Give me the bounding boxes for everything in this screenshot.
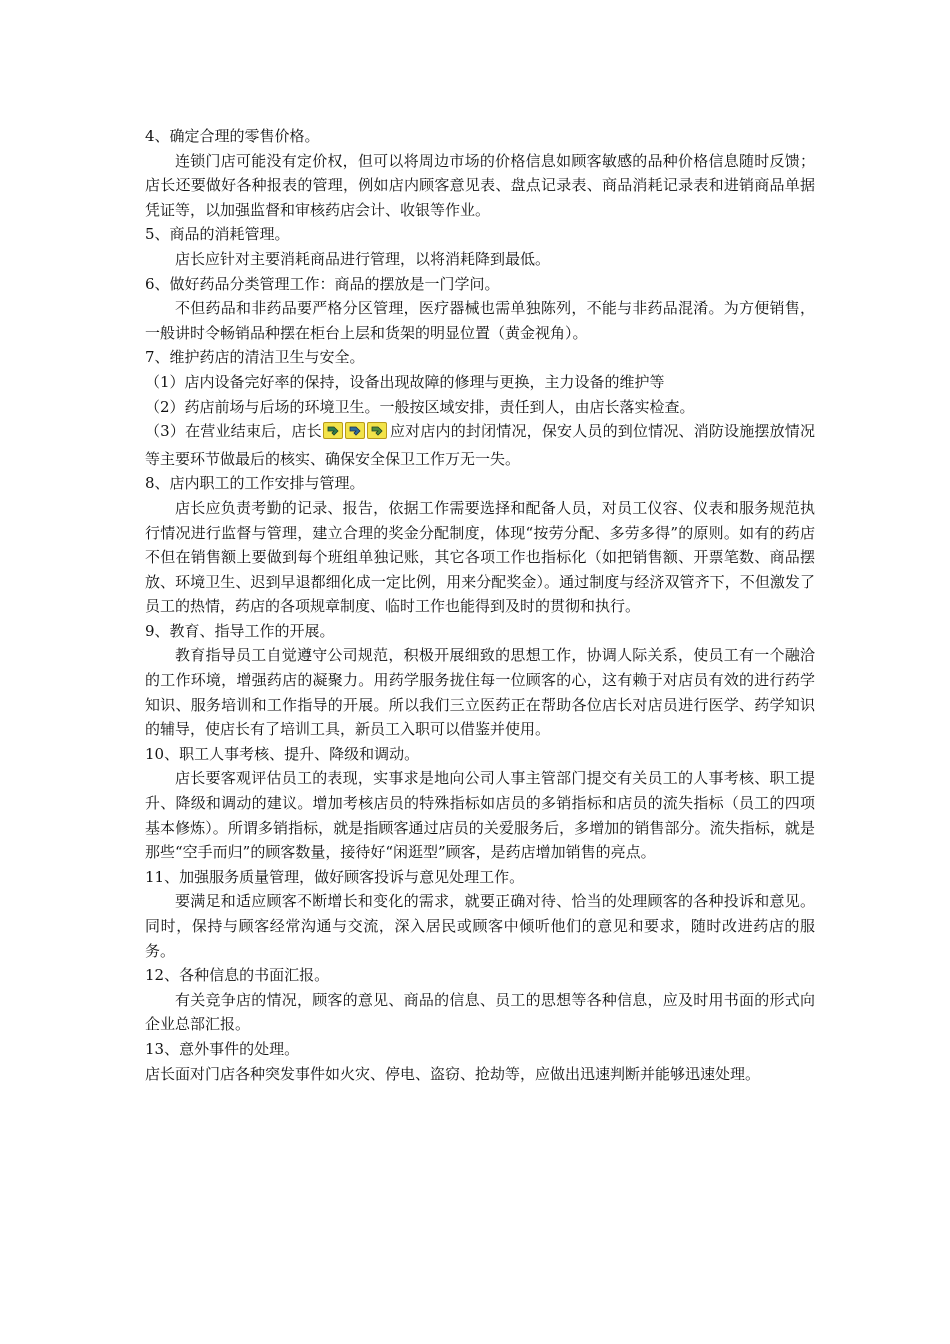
section-heading: 7、维护药店的清洁卫生与安全。 <box>145 348 365 367</box>
paragraph: 店长面对门店各种突发事件如火灾、停电、盗窃、抢劫等，应做出迅速判断并能够迅速处理。 <box>145 1064 761 1083</box>
paragraph: 店长应针对主要消耗商品进行管理，以将消耗降到最低。 <box>175 249 551 268</box>
list-item: （2）药店前场与后场的环境卫生。一般按区域安排，责任到人，由店长落实检查。 <box>145 397 695 416</box>
section-heading: 9、教育、指导工作的开展。 <box>145 621 335 640</box>
embedded-shapes <box>323 422 389 447</box>
section-heading: 12、各种信息的书面汇报。 <box>145 966 330 985</box>
section-heading: 5、商品的消耗管理。 <box>145 225 290 244</box>
paragraph: 不但药品和非药品要严格分区管理，医疗器械也需单独陈列，不能与非药品混淆。为方便销售，一般讲时令畅销品种摆在柜台上层和货架的明显位置（黄金视角）。 <box>145 299 815 342</box>
section-heading: 11、加强服务质量管理，做好顾客投诉与意见处理工作。 <box>145 867 525 886</box>
list-item-prefix: （3）在营业结束后，店长 <box>145 422 322 441</box>
paragraph: 店长要客观评估员工的表现，实事求是地向公司人事主管部门提交有关员工的人事考核、职工提升、降级和调动的建议。增加考核店员的特殊指标如店员的多销指标和店员的流失指标（员工的四项基本修炼）。所谓多销指标，就是指顾客通过店员的关爱服务后，多增加的销售部分。流失指标，就是那些“空手而归”的顾客数量，接待好“闲逛型”顾客，是药店增加销售的亮点。 <box>145 769 815 862</box>
section-heading: 10、职工人事考核、提升、降级和调动。 <box>145 744 420 763</box>
paragraph: 连锁门店可能没有定价权，但可以将周边市场的价格信息如顾客敏感的品种价格信息随时反馈；店长还要做好各种报表的管理，例如店内顾客意见表、盘点记录表、商品消耗记录表和进销商品单据凭证等，以加强监督和审核药店会计、收银等作业。 <box>145 151 815 219</box>
shape-icon <box>367 422 387 439</box>
section-heading: 13、意外事件的处理。 <box>145 1039 300 1058</box>
list-item: （1）店内设备完好率的保持，设备出现故障的修理与更换，主力设备的维护等 <box>145 372 665 391</box>
paragraph: 要满足和适应顾客不断增长和变化的需求，就要正确对待、恰当的处理顾客的各种投诉和意见。同时，保持与顾客经常沟通与交流，深入居民或顾客中倾听他们的意见和要求，随时改进药店的服务。 <box>145 892 815 960</box>
section-heading: 6、做好药品分类管理工作：商品的摆放是一门学问。 <box>145 274 500 293</box>
list-item-suffix: 应对店内的封闭情况，保安人员的到位情况、消防设施摆放情况等主要环节做最后的核实、确保安全保卫工作万无一失。 <box>145 422 815 468</box>
shape-icon <box>323 422 343 439</box>
shape-icon <box>345 422 365 439</box>
document-page <box>145 124 815 1086</box>
list-item <box>145 419 815 471</box>
section-heading: 8、店内职工的工作安排与管理。 <box>145 474 365 493</box>
paragraph: 店长应负责考勤的记录、报告，依据工作需要选择和配备人员，对员工仪容、仪表和服务规范执行情况进行监督与管理，建立合理的奖金分配制度，体现“按劳分配、多劳多得”的原则。如有的药店不但在销售额上要做到每个班组单独记账，其它各项工作也指标化（如把销售额、开票笔数、商品摆放、环境卫生、迟到早退都细化成一定比例，用来分配奖金）。通过制度与经济双管齐下，不但激发了员工的热情，药店的各项规章制度、临时工作也能得到及时的贯彻和执行。 <box>145 498 815 616</box>
paragraph: 有关竞争店的情况，顾客的意见、商品的信息、员工的思想等各种信息，应及时用书面的形式向企业总部汇报。 <box>145 990 815 1034</box>
paragraph: 教育指导员工自觉遵守公司规范，积极开展细致的思想工作，协调人际关系，使员工有一个融洽的工作环境，增强药店的凝聚力。用药学服务拢住每一位顾客的心，这有赖于对店员有效的进行药学知识、服务培训和工作指导的开展。所以我们三立医药正在帮助各位店长对店员进行医学、药学知识的辅导，使店长有了培训工具，新员工入职可以借鉴并使用。 <box>145 646 815 739</box>
section-heading: 4、确定合理的零售价格。 <box>145 127 320 145</box>
